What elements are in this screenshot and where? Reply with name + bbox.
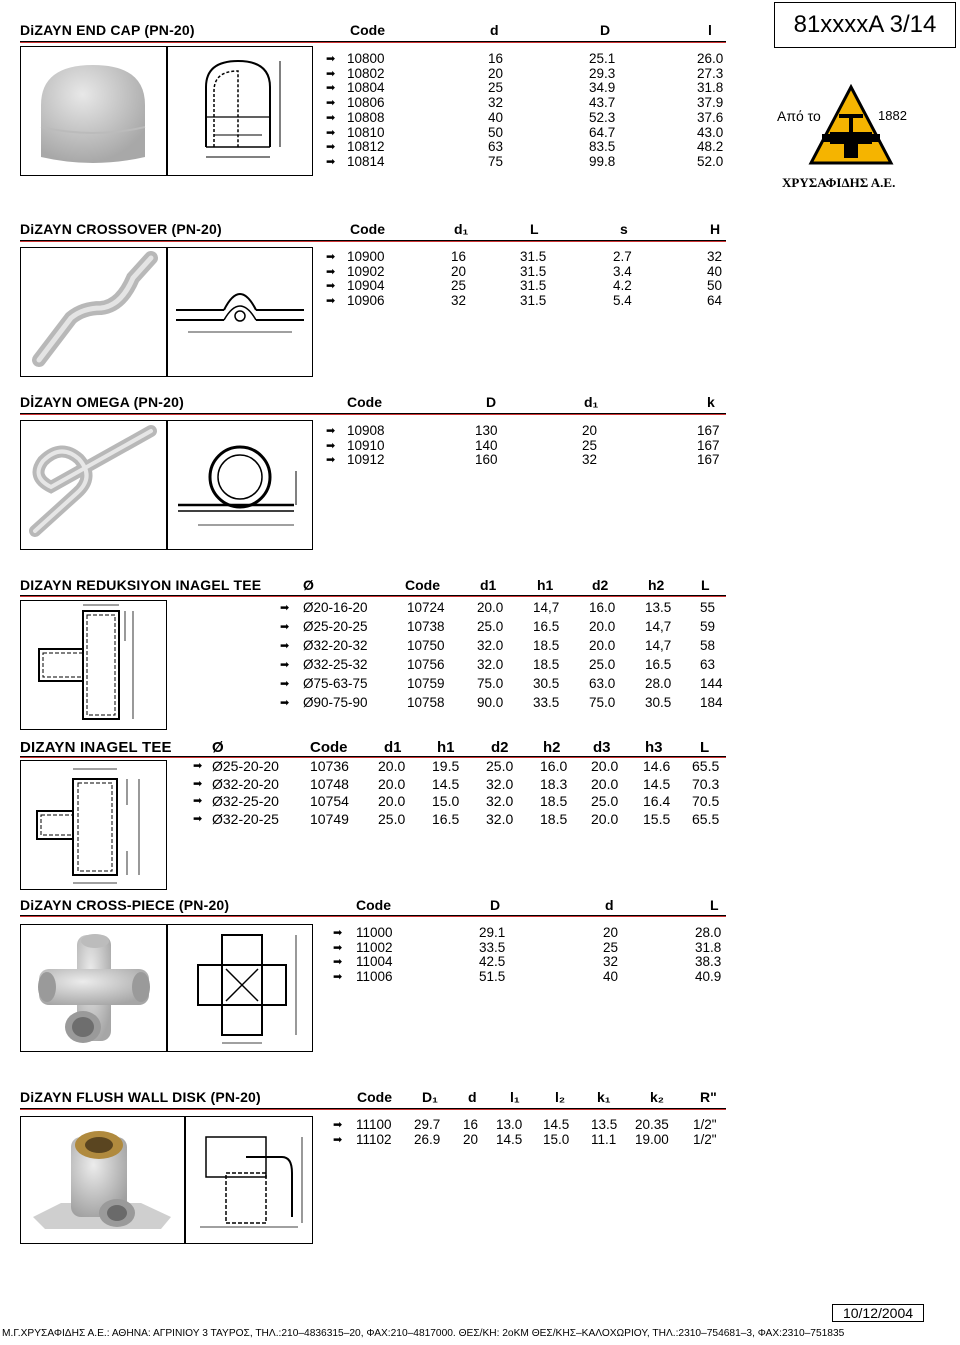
- table-cell: 11102: [356, 1131, 392, 1147]
- row-arrow-icon: ➡: [326, 265, 336, 278]
- table-cell: 10902: [347, 263, 385, 279]
- product-photo-omega: [20, 420, 167, 550]
- logo-year: 1882: [878, 108, 907, 123]
- table-cell: 31.8: [695, 939, 722, 955]
- col-d2: d2: [592, 577, 609, 593]
- table-cell: 14,7: [645, 619, 672, 634]
- table-cell: 16.5: [432, 810, 460, 827]
- table-cell: 25: [451, 278, 467, 294]
- table-cell: 31.8: [697, 80, 724, 96]
- section-title: DiZAYN FLUSH WALL DISK (PN-20): [20, 1089, 261, 1105]
- table-cell: 16.5: [645, 657, 672, 672]
- col-k: k: [707, 394, 715, 410]
- table-cell: 32: [488, 95, 504, 111]
- technical-drawing-cross-piece: [167, 924, 313, 1052]
- row-arrow-icon: ➡: [326, 126, 336, 139]
- table-cell: 14.5: [496, 1131, 523, 1147]
- table-cell: 59: [700, 619, 716, 634]
- col-d1: d₁: [454, 221, 469, 237]
- col-code: Code: [347, 394, 382, 410]
- valve-warning-icon: [808, 84, 894, 166]
- col-L: L: [530, 221, 539, 237]
- row-arrow-icon: ➡: [326, 280, 336, 293]
- row-arrow-icon: ➡: [326, 97, 336, 110]
- table-cell: 43.0: [697, 124, 724, 140]
- table-cell: 14.5: [432, 775, 460, 792]
- row-arrow-icon: ➡: [326, 425, 336, 437]
- table-cell: 11.1: [591, 1131, 617, 1147]
- table-cell: 140: [475, 437, 498, 453]
- table-cell: 48.2: [697, 139, 724, 155]
- col-h1: h1: [437, 739, 455, 756]
- table-cell: 144: [700, 676, 723, 691]
- table-cell: 52.0: [697, 153, 724, 169]
- table-cell: 20: [451, 263, 467, 279]
- section-title: DiZAYN CROSS-PIECE (PN-20): [20, 897, 230, 913]
- table-cell: 40: [707, 263, 723, 279]
- table-cell: 25.0: [591, 793, 619, 809]
- table-cell: 32: [603, 954, 619, 970]
- divider: [20, 595, 726, 597]
- table-cell: 65.5: [692, 810, 720, 827]
- table-cell: 31.5: [520, 263, 547, 279]
- table-cell: 31.5: [520, 249, 547, 264]
- document-code: 81xxxxA 3/14: [793, 11, 937, 38]
- col-L: L: [700, 739, 710, 756]
- section-title: DIZAYN REDUKSIYON INAGEL TEE: [20, 577, 262, 593]
- table-cell: 63.0: [589, 676, 616, 691]
- table-cell: 25.0: [378, 810, 406, 827]
- row-arrow-icon: ➡: [326, 82, 336, 95]
- col-code: Code: [350, 221, 385, 237]
- table-cell: 32: [707, 249, 723, 264]
- col-d: d: [468, 1089, 477, 1105]
- col-d3: d3: [593, 739, 611, 756]
- table-cell: 20.0: [477, 600, 504, 615]
- table-cell: 30.5: [533, 676, 560, 691]
- row-arrow-icon: ➡: [326, 155, 336, 168]
- date-box: [832, 1304, 924, 1322]
- row-arrow-icon: ➡: [326, 295, 336, 308]
- col-code: Code: [356, 897, 391, 913]
- row-arrow-icon: ➡: [326, 53, 336, 65]
- table-cell: 10724: [407, 600, 445, 615]
- row-arrow-icon: ➡: [193, 777, 203, 790]
- table-cell: 25: [603, 939, 619, 955]
- table-cell: 10756: [407, 657, 445, 672]
- col-D: D: [486, 394, 497, 410]
- col-k1: k₁: [597, 1089, 611, 1105]
- col-d1: d1: [384, 739, 402, 756]
- table-cell: 184: [700, 695, 723, 710]
- table-cell: 18.5: [533, 638, 560, 653]
- row-arrow-icon: ➡: [280, 659, 290, 671]
- table-cell: Ø25-20-20: [212, 758, 279, 774]
- table-cell: 3.4: [613, 263, 632, 279]
- col-s: s: [620, 221, 628, 237]
- row-arrow-icon: ➡: [280, 678, 290, 690]
- row-arrow-icon: ➡: [326, 111, 336, 124]
- table-cell: 75.0: [589, 695, 616, 710]
- table-cell: 10736: [310, 758, 349, 774]
- table-cell: 20.0: [591, 758, 619, 774]
- table-cell: 160: [475, 452, 498, 468]
- table-cell: 75: [488, 153, 504, 169]
- table-cell: 10912: [347, 452, 385, 468]
- product-photo-cross-piece: [20, 924, 167, 1052]
- section-title: DiZAYN CROSSOVER (PN-20): [20, 221, 222, 237]
- table-cell: 28.0: [645, 676, 672, 691]
- section-title: DiZAYN END CAP (PN-20): [20, 22, 195, 38]
- table-cell: 50: [488, 124, 504, 140]
- table-cell: 26.0: [697, 51, 724, 66]
- table-cell: 13.5: [591, 1117, 618, 1132]
- row-arrow-icon: ➡: [333, 1119, 343, 1131]
- table-cell: 10804: [347, 80, 385, 96]
- row-arrow-icon: ➡: [280, 640, 290, 652]
- table-cell: 32.0: [486, 810, 514, 827]
- section-title: DİZAYN OMEGA (PN-20): [20, 394, 184, 410]
- row-arrow-icon: ➡: [280, 697, 290, 709]
- table-cell: 10814: [347, 153, 385, 169]
- technical-drawing-flush-wall-disk: [185, 1116, 313, 1244]
- table-cell: 75.0: [477, 676, 504, 691]
- table-cell: 10759: [407, 676, 445, 691]
- col-l: l: [708, 22, 712, 38]
- col-diameter: Ø: [212, 739, 224, 756]
- table-cell: Ø32-25-20: [212, 793, 279, 809]
- table-cell: 20.0: [589, 638, 616, 653]
- table-cell: 14.5: [543, 1117, 570, 1132]
- table-cell: 34.9: [589, 80, 616, 96]
- table-cell: 10749: [310, 810, 349, 827]
- table-cell: 32.0: [486, 775, 514, 792]
- row-arrow-icon: ➡: [326, 141, 336, 154]
- section-title: DIZAYN INAGEL TEE: [20, 739, 172, 756]
- col-H: H: [710, 221, 721, 237]
- table-cell: 1/2": [693, 1131, 717, 1147]
- table-cell: Ø32-25-32: [303, 657, 368, 672]
- col-diameter: Ø: [303, 577, 314, 593]
- table-cell: 15.5: [643, 810, 671, 827]
- table-cell: 29.7: [414, 1117, 441, 1132]
- table-cell: 10758: [407, 695, 445, 710]
- table-cell: 10808: [347, 109, 385, 125]
- table-cell: 20: [582, 423, 598, 438]
- table-cell: 25.0: [589, 657, 616, 672]
- col-code: Code: [310, 739, 348, 756]
- table-cell: 63: [700, 657, 716, 672]
- table-cell: 16: [488, 51, 504, 66]
- table-cell: 26.9: [414, 1131, 441, 1147]
- col-d: d: [490, 22, 499, 38]
- col-code: Code: [357, 1089, 392, 1105]
- document-date: 10/12/2004: [842, 1305, 914, 1321]
- table-cell: 10806: [347, 95, 385, 111]
- row-arrow-icon: ➡: [333, 1133, 343, 1146]
- table-cell: 18.5: [540, 793, 568, 809]
- table-cell: 167: [697, 437, 720, 453]
- col-D: D: [490, 897, 501, 913]
- table-cell: 51.5: [479, 969, 506, 985]
- table-cell: 10900: [347, 249, 385, 264]
- col-L: L: [701, 577, 710, 593]
- table-cell: Ø32-20-25: [212, 810, 279, 827]
- table-cell: 29.1: [479, 925, 506, 940]
- row-arrow-icon: ➡: [326, 454, 336, 467]
- col-d: d: [605, 897, 614, 913]
- table-cell: 31.5: [520, 293, 547, 309]
- row-arrow-icon: ➡: [193, 812, 203, 825]
- table-cell: 28.0: [695, 925, 722, 940]
- table-cell: 70.3: [692, 775, 720, 792]
- col-h3: h3: [645, 739, 663, 756]
- col-R: R": [700, 1089, 717, 1105]
- technical-drawing-inagel-tee: [20, 760, 167, 890]
- table-cell: 4.2: [613, 278, 632, 294]
- table-cell: 58: [700, 638, 716, 653]
- col-D1: D₁: [422, 1089, 438, 1105]
- technical-drawing-end-cap: [167, 46, 313, 176]
- table-cell: 18.5: [533, 657, 560, 672]
- col-d1: d₁: [584, 394, 599, 410]
- table-cell: 32.0: [477, 657, 504, 672]
- row-arrow-icon: ➡: [193, 760, 203, 772]
- table-cell: 13.5: [645, 600, 672, 615]
- col-D-outer: D: [600, 22, 611, 38]
- table-cell: 40: [603, 969, 619, 985]
- table-cell: 70.5: [692, 793, 720, 809]
- row-arrow-icon: ➡: [333, 927, 343, 939]
- table-cell: 18.5: [540, 810, 568, 827]
- table-cell: 16.4: [643, 793, 671, 809]
- table-cell: 14,7: [645, 638, 672, 653]
- table-cell: 5.4: [613, 293, 632, 309]
- divider: [20, 915, 726, 917]
- footer-address: Μ.Γ.ΧΡΥΣΑΦΙΔΗΣ Α.Ε.: ΑΘΗΝΑ: ΑΓΡΙΝΙΟΥ 3 ΤΑΥΡΟΣ, ΤΗΛ.:210–4836315–20, ΦΑΧ:210–4817000. ΘΕΣ/ΚΗ: 2οΚΜ ΘΕΣ/ΚΗΣ–ΚΑΛΟΧΩΡΙΟΥ, ΤΗΛ.:2310–754681–3, ΦΑΧ:2310–751835: [2, 1328, 845, 1339]
- table-cell: 16.5: [533, 619, 560, 634]
- table-cell: 18.3: [540, 775, 568, 792]
- table-cell: 38.3: [695, 954, 722, 970]
- table-cell: 15.0: [432, 793, 460, 809]
- table-cell: 40: [488, 109, 504, 125]
- table-cell: 15.0: [543, 1131, 570, 1147]
- table-cell: 16: [451, 249, 467, 264]
- table-cell: 11004: [356, 954, 393, 970]
- col-d1: d1: [480, 577, 497, 593]
- col-code: Code: [350, 22, 385, 38]
- table-cell: 167: [697, 452, 720, 468]
- company-logo: [774, 80, 956, 190]
- document-code-box: [774, 2, 956, 48]
- table-cell: 83.5: [589, 139, 616, 155]
- col-code: Code: [405, 577, 440, 593]
- row-arrow-icon: ➡: [333, 971, 343, 984]
- table-cell: 10810: [347, 124, 385, 140]
- company-name: ΧΡΥΣΑΦΙΔΗΣ Α.Ε.: [782, 175, 896, 190]
- table-cell: 14.6: [643, 758, 671, 774]
- table-cell: 1/2": [693, 1117, 717, 1132]
- table-cell: 11100: [356, 1117, 392, 1132]
- table-cell: 20.0: [378, 775, 406, 792]
- table-cell: 10750: [407, 638, 445, 653]
- table-cell: 130: [475, 423, 498, 438]
- divider: [20, 41, 726, 43]
- col-L: L: [710, 897, 719, 913]
- row-arrow-icon: ➡: [280, 602, 290, 614]
- row-arrow-icon: ➡: [280, 621, 290, 633]
- table-cell: 55: [700, 600, 716, 615]
- table-cell: Ø32-20-32: [303, 638, 368, 653]
- table-cell: 90.0: [477, 695, 504, 710]
- row-arrow-icon: ➡: [326, 67, 336, 80]
- divider: [20, 240, 726, 242]
- divider: [20, 756, 726, 758]
- table-cell: 20.0: [589, 619, 616, 634]
- table-cell: 32.0: [486, 793, 514, 809]
- table-cell: 16.0: [540, 758, 568, 774]
- table-cell: 64.7: [589, 124, 616, 140]
- col-h1: h1: [537, 577, 554, 593]
- table-cell: Ø90-75-90: [303, 695, 368, 710]
- row-arrow-icon: ➡: [326, 251, 336, 263]
- table-cell: 52.3: [589, 109, 616, 125]
- table-cell: 19.00: [635, 1131, 669, 1147]
- technical-drawing-omega: [167, 420, 313, 550]
- table-cell: 32.0: [477, 638, 504, 653]
- table-cell: 11002: [356, 939, 393, 955]
- table-cell: 20.35: [635, 1117, 669, 1132]
- logo-left-text: Από το: [777, 108, 821, 124]
- table-cell: 10802: [347, 65, 385, 81]
- table-cell: 10748: [310, 775, 349, 792]
- table-cell: 32: [451, 293, 467, 309]
- table-cell: 20: [488, 65, 504, 81]
- divider: [20, 413, 726, 415]
- table-cell: 25.0: [486, 758, 514, 774]
- table-cell: 20.0: [378, 758, 406, 774]
- table-cell: 63: [488, 139, 504, 155]
- table-cell: 25.0: [477, 619, 504, 634]
- col-d2: d2: [491, 739, 509, 756]
- table-cell: 20: [603, 925, 619, 940]
- table-cell: 20.0: [378, 793, 406, 809]
- product-photo-flush-wall-disk: [20, 1116, 185, 1244]
- table-cell: 16.0: [589, 600, 616, 615]
- table-cell: Ø20-16-20: [303, 600, 368, 615]
- product-photo-end-cap: [20, 46, 167, 176]
- table-cell: 19.5: [432, 758, 460, 774]
- table-cell: 50: [707, 278, 723, 294]
- table-cell: 14,7: [533, 600, 560, 615]
- table-cell: 20.0: [591, 810, 619, 827]
- table-cell: 25: [582, 437, 598, 453]
- col-l1: l₁: [510, 1089, 520, 1105]
- table-cell: Ø75-63-75: [303, 676, 368, 691]
- table-cell: 32: [582, 452, 598, 468]
- table-cell: 29.3: [589, 65, 616, 81]
- divider: [20, 1108, 726, 1110]
- table-cell: 2.7: [613, 249, 632, 264]
- table-cell: 10904: [347, 278, 385, 294]
- table-cell: 167: [697, 423, 720, 438]
- table-cell: 10738: [407, 619, 445, 634]
- table-cell: 64: [707, 293, 723, 309]
- table-cell: 10800: [347, 51, 385, 66]
- table-cell: 37.6: [697, 109, 724, 125]
- table-cell: 25.1: [589, 51, 616, 66]
- table-cell: 10908: [347, 423, 385, 438]
- table-cell: 16: [463, 1117, 479, 1132]
- table-cell: 37.9: [697, 95, 724, 111]
- table-cell: 33.5: [533, 695, 560, 710]
- col-k2: k₂: [650, 1089, 665, 1105]
- row-arrow-icon: ➡: [333, 941, 343, 954]
- table-cell: Ø25-20-25: [303, 619, 368, 634]
- table-cell: 20.0: [591, 775, 619, 792]
- col-l2: l₂: [555, 1089, 566, 1105]
- table-cell: 31.5: [520, 278, 547, 294]
- table-cell: 20: [463, 1131, 479, 1147]
- table-cell: 10754: [310, 793, 349, 809]
- row-arrow-icon: ➡: [193, 795, 203, 807]
- table-cell: 42.5: [479, 954, 506, 970]
- row-arrow-icon: ➡: [333, 956, 343, 969]
- table-cell: 10910: [347, 437, 385, 453]
- table-cell: 11006: [356, 969, 393, 985]
- table-cell: 43.7: [589, 95, 616, 111]
- product-photo-crossover: [20, 247, 167, 377]
- table-cell: 40.9: [695, 969, 722, 985]
- col-h2: h2: [543, 739, 561, 756]
- table-cell: 99.8: [589, 153, 616, 169]
- technical-drawing-crossover: [167, 247, 313, 377]
- technical-drawing-reduksiyon-tee: [20, 600, 167, 730]
- table-cell: 65.5: [692, 758, 720, 774]
- table-cell: 13.0: [496, 1117, 523, 1132]
- table-cell: 10812: [347, 139, 385, 155]
- row-arrow-icon: ➡: [326, 439, 336, 452]
- table-cell: 14.5: [643, 775, 671, 792]
- table-cell: 33.5: [479, 939, 506, 955]
- table-cell: 27.3: [697, 65, 724, 81]
- table-cell: 25: [488, 80, 504, 96]
- table-cell: 11000: [356, 925, 393, 940]
- col-h2: h2: [648, 577, 665, 593]
- table-cell: 10906: [347, 293, 385, 309]
- table-cell: Ø32-20-20: [212, 775, 279, 792]
- table-cell: 30.5: [645, 695, 672, 710]
